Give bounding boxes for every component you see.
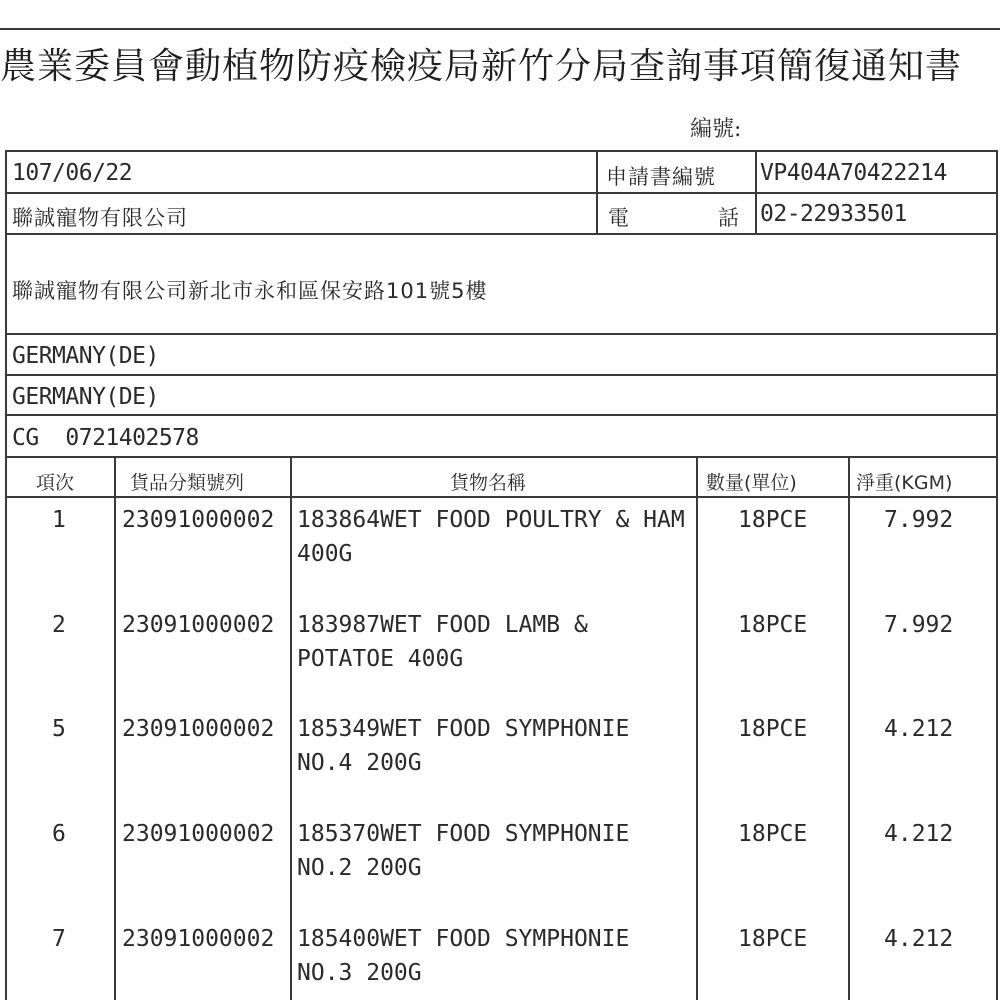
row-item-number: 6 (52, 821, 66, 847)
rule-line (5, 414, 998, 416)
header-qty: 數量(單位) (706, 472, 797, 494)
company-name: 聯誠寵物有限公司 (12, 206, 188, 230)
row-name-line-2: NO.3 200G (297, 960, 422, 986)
row-name-line-2: 400G (297, 541, 353, 567)
row-item-number: 5 (52, 716, 66, 742)
date-value: 107/06/22 (12, 160, 133, 186)
row-weight: 4.212 (884, 926, 954, 952)
company-address: 聯誠寵物有限公司新北市永和區保安路101號5樓 (12, 279, 488, 303)
row-code: 23091000002 (122, 716, 275, 742)
rule-line (5, 233, 998, 235)
row-weight: 4.212 (884, 821, 954, 847)
table-column-divider (848, 456, 850, 1000)
row-name-line-1: 183864WET FOOD POULTRY & HAM (297, 507, 685, 533)
rule-line (5, 192, 998, 194)
row-item-number: 2 (52, 612, 66, 638)
table-column-divider (114, 456, 116, 1000)
row-code: 23091000002 (122, 926, 275, 952)
application-number-value: VP404A70422214 (760, 160, 947, 186)
row-name-line-2: NO.4 200G (297, 750, 422, 776)
rule-line (5, 333, 998, 335)
row-name-line-1: 183987WET FOOD LAMB & (297, 612, 588, 638)
header-item: 項次 (36, 472, 75, 494)
row-name-line-2: NO.2 200G (297, 855, 422, 881)
table-column-divider (290, 456, 292, 1000)
row-code: 23091000002 (122, 507, 275, 533)
application-number-label: 申請書編號 (606, 165, 716, 189)
header-code: 貨品分類號列 (130, 472, 245, 494)
row-quantity: 18PCE (738, 507, 808, 533)
table-column-divider (696, 456, 698, 1000)
frame-right-border (996, 150, 998, 1000)
frame-left-border (5, 150, 7, 1000)
row-quantity: 18PCE (738, 821, 808, 847)
row-name-line-2: POTATOE 400G (297, 646, 464, 672)
row-weight: 4.212 (884, 716, 954, 742)
header-name: 貨物名稱 (450, 472, 527, 494)
row-weight: 7.992 (884, 612, 954, 638)
phone-label-part-2: 話 (718, 206, 740, 230)
cargo-reference: CG 0721402578 (12, 425, 199, 451)
phone-value: 02-22933501 (760, 201, 907, 227)
row-name-line-1: 185370WET FOOD SYMPHONIE (297, 821, 630, 847)
row-item-number: 1 (52, 507, 66, 533)
info-divider (596, 150, 598, 234)
origin-country: GERMANY(DE) (12, 343, 159, 369)
document-number-label: 編號: (690, 117, 742, 142)
row-code: 23091000002 (122, 612, 275, 638)
rule-line (5, 150, 998, 152)
row-item-number: 7 (52, 926, 66, 952)
row-quantity: 18PCE (738, 716, 808, 742)
shipping-country: GERMANY(DE) (12, 384, 159, 410)
row-name-line-1: 185349WET FOOD SYMPHONIE (297, 716, 630, 742)
header-weight: 淨重(KGM) (856, 472, 953, 494)
frame-top-line (0, 28, 1000, 30)
info-divider (755, 150, 757, 234)
row-quantity: 18PCE (738, 926, 808, 952)
document-title: 農業委員會動植物防疫檢疫局新竹分局查詢事項簡復通知書 (0, 46, 963, 87)
row-code: 23091000002 (122, 821, 275, 847)
row-quantity: 18PCE (738, 612, 808, 638)
row-name-line-1: 185400WET FOOD SYMPHONIE (297, 926, 630, 952)
rule-line (5, 374, 998, 376)
row-weight: 7.992 (884, 507, 954, 533)
phone-label-part-1: 電 (608, 206, 630, 230)
